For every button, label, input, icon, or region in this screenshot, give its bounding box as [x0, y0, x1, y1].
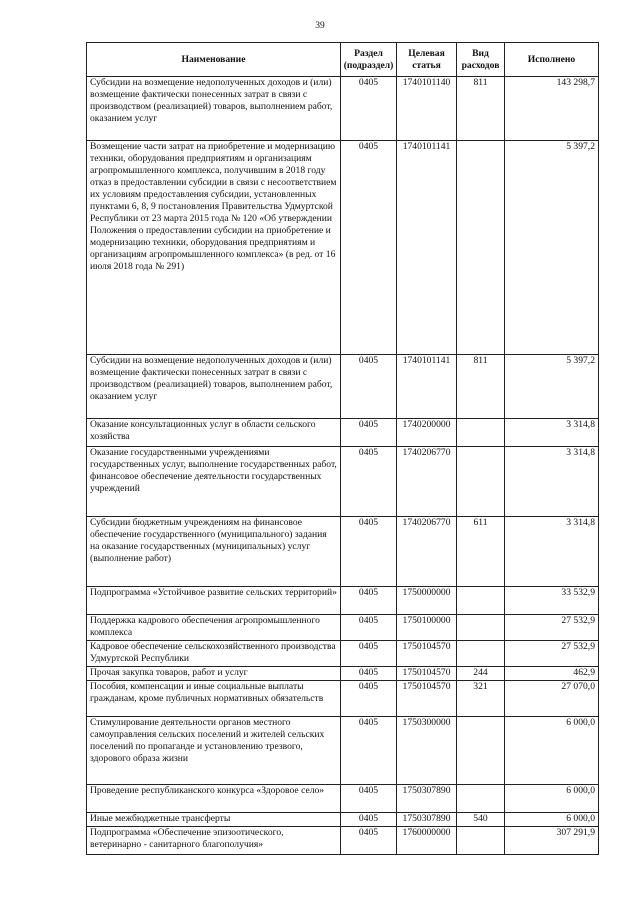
header-section: Раздел (подраздел) [341, 43, 397, 77]
table-row [87, 813, 599, 827]
section-cell: 0405 [341, 587, 397, 615]
article-cell: 1750000000 [397, 587, 457, 615]
amount-cell: 462,9 [505, 667, 599, 681]
vr-cell: 540 [457, 813, 505, 827]
amount-cell: 27 070,0 [505, 681, 599, 717]
amount-cell: 6 000,0 [505, 785, 599, 813]
section-cell: 0405 [341, 641, 397, 667]
table-row [87, 785, 599, 813]
amount-cell: 6 000,0 [505, 813, 599, 827]
article-cell: 1750100000 [397, 615, 457, 641]
header-vr: Вид расходов [457, 43, 505, 77]
table-body [87, 77, 599, 855]
section-cell: 0405 [341, 447, 397, 517]
article-cell: 1740206770 [397, 447, 457, 517]
section-cell: 0405 [341, 681, 397, 717]
vr-cell [457, 587, 505, 615]
article-cell: 1750300000 [397, 717, 457, 785]
amount-cell: 6 000,0 [505, 717, 599, 785]
table-row [87, 141, 599, 355]
table-row [87, 717, 599, 785]
vr-cell: 321 [457, 681, 505, 717]
section-cell: 0405 [341, 827, 397, 855]
vr-cell: 244 [457, 667, 505, 681]
amount-cell: 5 397,2 [505, 141, 599, 355]
name-cell: Поддержка кадрового обеспечения агропромышленного комплекса [87, 615, 341, 641]
section-cell: 0405 [341, 615, 397, 641]
vr-cell [457, 615, 505, 641]
header-article: Целевая статья [397, 43, 457, 77]
vr-cell [457, 447, 505, 517]
name-cell: Подпрограмма «Обеспечение эпизоотического, ветеринарно - санитарного благополучия» [87, 827, 341, 855]
section-cell: 0405 [341, 813, 397, 827]
table-row [87, 827, 599, 855]
vr-cell: 811 [457, 77, 505, 141]
article-cell: 1750104570 [397, 667, 457, 681]
amount-cell: 307 291,9 [505, 827, 599, 855]
section-cell: 0405 [341, 419, 397, 447]
article-cell: 1740200000 [397, 419, 457, 447]
article-cell: 1740206770 [397, 517, 457, 587]
article-cell: 1750307890 [397, 813, 457, 827]
amount-cell: 27 532,9 [505, 641, 599, 667]
name-cell: Субсидии на возмещение недополученных доходов и (или) возмещение фактически понесенных затрат в связи с производством (реализацией) товаров, выполнением работ, оказанием услуг [87, 355, 341, 419]
amount-cell: 33 532,9 [505, 587, 599, 615]
amount-cell: 3 314,8 [505, 419, 599, 447]
name-cell: Подпрограмма «Устойчивое развитие сельских территорий» [87, 587, 341, 615]
article-cell: 1740101141 [397, 141, 457, 355]
vr-cell [457, 785, 505, 813]
vr-cell [457, 827, 505, 855]
article-cell: 1750307890 [397, 785, 457, 813]
name-cell: Оказание консультационных услуг в области сельского хозяйства [87, 419, 341, 447]
name-cell: Возмещение части затрат на приобретение и модернизацию техники, оборудования предприятиям и организациям агропромышленного комплекса, получившим в 2018 году отказ в предоставлении субсидии в связи с несоответствием их условиям предоставления субсидии, установленных пунктами 6, 8, 9 постановления Правительства Удмуртской Республики от 23 марта 2015 года № 120 «Об утверждении Положения о предоставлении субсидии на приобретение и модернизацию техники, оборудования предприятиям и организациям агропромышленного комплекса» (в ред. от 16 июля 2018 года № 291) [87, 141, 341, 355]
name-cell: Пособия, компенсации и иные социальные выплаты гражданам, кроме публичных нормативных обязательств [87, 681, 341, 717]
amount-cell: 143 298,7 [505, 77, 599, 141]
table-row [87, 419, 599, 447]
amount-cell: 27 532,9 [505, 615, 599, 641]
section-cell: 0405 [341, 77, 397, 141]
vr-cell [457, 419, 505, 447]
name-cell: Субсидии на возмещение недополученных доходов и (или) возмещение фактически понесенных затрат в связи с производством (реализацией) товаров, выполнением работ, оказанием услуг [87, 77, 341, 141]
header-name: Наименование [87, 43, 341, 77]
table-row [87, 517, 599, 587]
article-cell: 1740101140 [397, 77, 457, 141]
article-cell: 1740101141 [397, 355, 457, 419]
amount-cell: 3 314,8 [505, 447, 599, 517]
section-cell: 0405 [341, 517, 397, 587]
table-header-row [87, 43, 599, 77]
amount-cell: 5 397,2 [505, 355, 599, 419]
page-number: 39 [315, 21, 325, 31]
article-cell: 1750104570 [397, 681, 457, 717]
table-row [87, 355, 599, 419]
table-row [87, 681, 599, 717]
table-row [87, 667, 599, 681]
table-row [87, 587, 599, 615]
article-cell: 1760000000 [397, 827, 457, 855]
header-amount: Исполнено [505, 43, 599, 77]
name-cell: Проведение республиканского конкурса «Здоровое село» [87, 785, 341, 813]
budget-table [86, 42, 599, 855]
table-row [87, 615, 599, 641]
vr-cell [457, 641, 505, 667]
name-cell: Стимулирование деятельности органов местного самоуправления сельских поселений и жителей сельских поселений по пропаганде и установлению трезвого, здорового образа жизни [87, 717, 341, 785]
table-row [87, 641, 599, 667]
name-cell: Субсидии бюджетным учреждениям на финансовое обеспечение государственного (муниципального) задания на оказание государственных (муниципальных) услуг (выполнение работ) [87, 517, 341, 587]
vr-cell [457, 717, 505, 785]
section-cell: 0405 [341, 717, 397, 785]
vr-cell: 611 [457, 517, 505, 587]
table-row [87, 77, 599, 141]
vr-cell: 811 [457, 355, 505, 419]
amount-cell: 3 314,8 [505, 517, 599, 587]
section-cell: 0405 [341, 785, 397, 813]
section-cell: 0405 [341, 355, 397, 419]
article-cell: 1750104570 [397, 641, 457, 667]
table-row [87, 447, 599, 517]
section-cell: 0405 [341, 667, 397, 681]
name-cell: Прочая закупка товаров, работ и услуг [87, 667, 341, 681]
vr-cell [457, 141, 505, 355]
section-cell: 0405 [341, 141, 397, 355]
name-cell: Кадровое обеспечение сельскохозяйственного производства Удмуртской Республики [87, 641, 341, 667]
name-cell: Оказание государственными учреждениями государственных услуг, выполнение государственных работ, финансовое обеспечение деятельности государственных учреждений [87, 447, 341, 517]
name-cell: Иные межбюджетные трансферты [87, 813, 341, 827]
